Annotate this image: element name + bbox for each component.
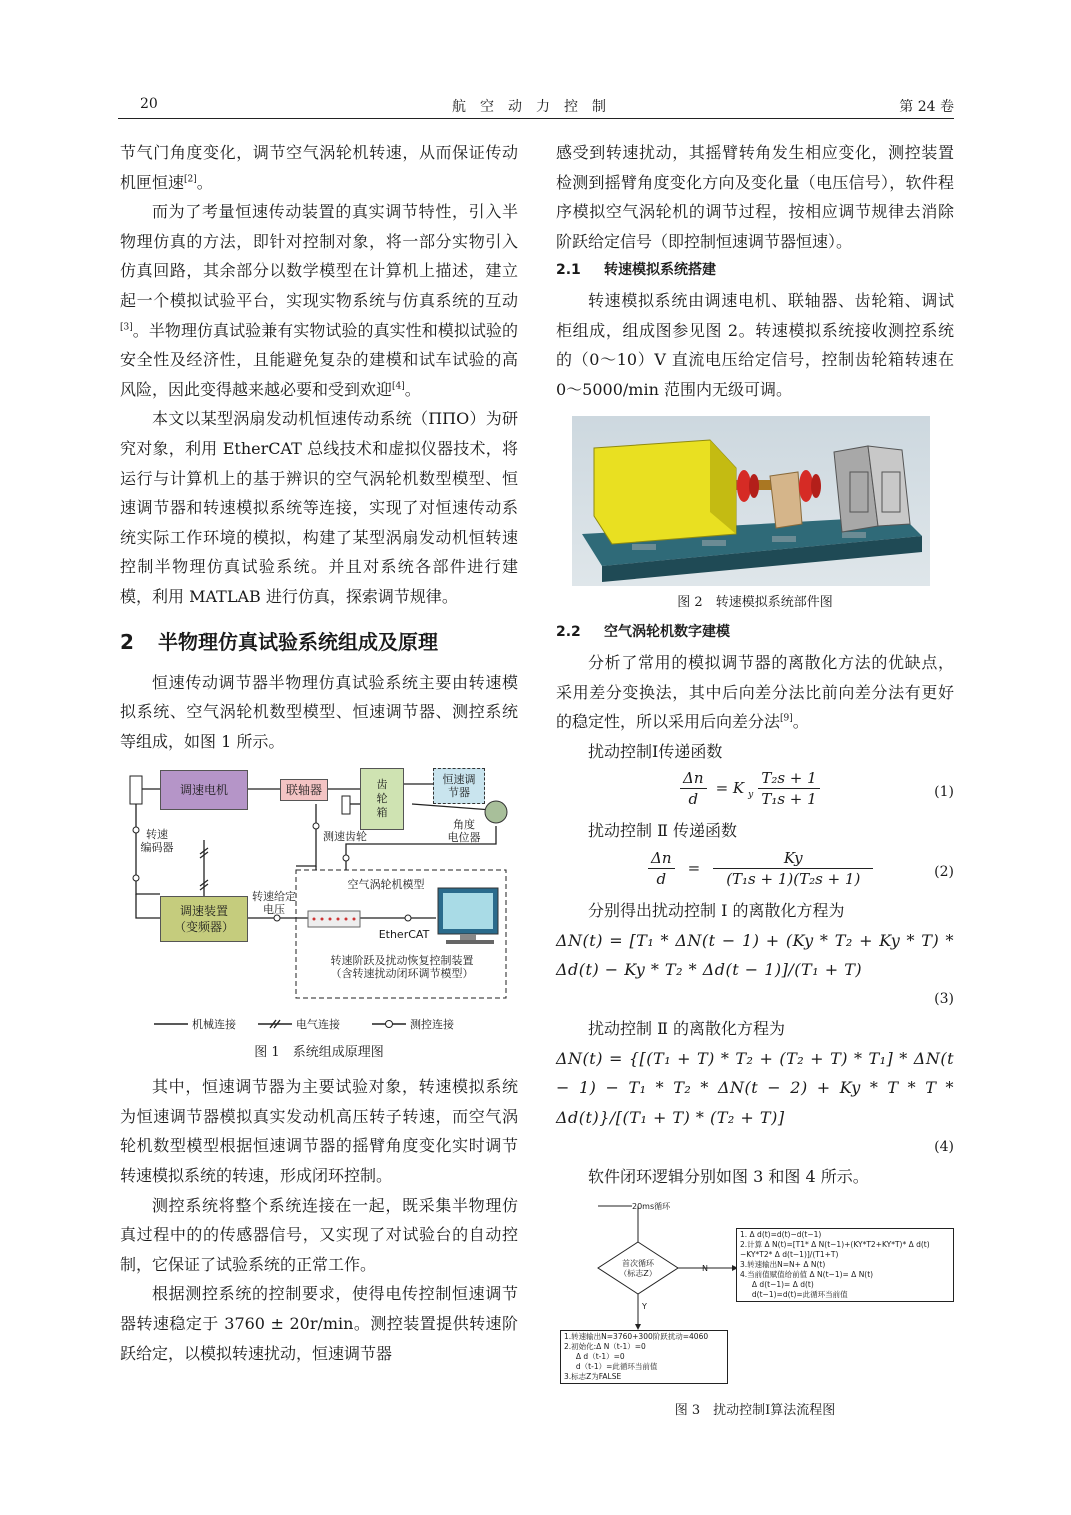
equation-label: 扰动控制 Ⅱ 的离散化方程为 — [588, 1019, 786, 1039]
equation-3: ΔN(t) = [T₁ * ΔN(t − 1) + (Ky * T₂ + Ky * T) * Δd(t) − Ky * T₂ * Δd(t − 1)]/(T₁ + T) — [556, 930, 954, 980]
equation-number: (3) — [934, 990, 954, 1007]
paragraph: 其中，恒速调节器为主要试验对象，转速模拟系统为恒速调节器模拟真实发动机高压转子转速，而空气涡轮机数型模型根据恒速调节器的摇臂角度变化实时调节转速模拟系统的转速，形成闭环控制。 — [120, 1077, 518, 1186]
gear-label: 测速齿轮 — [323, 830, 367, 844]
page-header — [118, 96, 954, 119]
figure-3-flowchart — [556, 1200, 954, 1428]
drive-box: 调速装置 （变频器） — [160, 896, 248, 942]
equation-number: (2) — [934, 863, 954, 880]
legend-mechanical: 机械连接 — [192, 1018, 236, 1032]
equation-number: (4) — [934, 1138, 954, 1155]
paragraph: 节气门角度变化，调节空气涡轮机转速，从而保证传动机匣恒速[2]。 — [120, 143, 518, 192]
section-heading: 2 半物理仿真试验系统组成及原理 — [120, 629, 438, 654]
equation-1: $\frac{\Delta n}{d}$ = K $_y$ $\frac{\text{T₂s + 1}}{\text{T₁s + 1}}$ (1) — [556, 766, 954, 816]
figure-2-caption: 图 2 转速模拟系统部件图 — [677, 595, 833, 611]
control-device-label: 转速阶跃及扰动恢复控制装置 （含转速扰动闭环调节模型） — [330, 954, 474, 981]
equation-label: 分别得出扰动控制 Ⅰ 的离散化方程为 — [588, 900, 845, 920]
y-branch-box: 1.转速输出N=3760+300阶跃扰动=4060 2.初始化:Δ N（t-1）=0 Δ d（t-1）=0 d（t-1）=此循环当前值 3.标志Z为FALSE — [560, 1330, 728, 1384]
legend-measurement: 测控连接 — [410, 1018, 454, 1032]
setspeed-label: 转速给定 电压 — [252, 890, 296, 917]
figure-1-diagram — [120, 768, 518, 1068]
turbine-model-label: 空气涡轮机模型 — [347, 878, 425, 892]
decision-label: 首次循环 （标志Z） — [619, 1258, 657, 1278]
paragraph: 转速模拟系统由调速电机、联轴器、齿轮箱、调试柜组成，组成图参见图 2。转速模拟系统接收测控系统的（0～10）V 直流电压给定信号，控制齿轮箱转速在 0～5000/min 范围内无级可调。 — [556, 290, 954, 399]
gearbox-box: 齿 轮 箱 — [360, 768, 404, 830]
right-column — [556, 138, 954, 1432]
loop-label: 20ms循环 — [632, 1201, 671, 1211]
subsection-heading: 2.2 空气涡轮机数字建模 — [556, 624, 730, 641]
motor-box: 调速电机 — [160, 770, 248, 810]
volume-label: 第 24 卷 — [899, 99, 954, 115]
paragraph: 软件闭环逻辑分别如图 3 和图 4 所示。 — [588, 1167, 869, 1187]
encoder-label: 转速 编码器 — [140, 828, 174, 855]
equation-4: ΔN(t) = {[(T₁ + T) * T₂ + (T₂ + T) * T₁] * ΔN(t − 1) − T₁ * T₂ * ΔN(t − 2) + Ky * T * T * Δd(t)}/[(T₁ + T) * (T₂ + T)] — [556, 1048, 954, 1128]
n-branch-box: 1. Δ d(t)=d(t)−d(t−1) 2.计算 Δ N(t)=[T1* Δ N(t−1)+(KY*T2+KY*T)* Δ d(t)−KY*T2* Δ d(t−1)]/(T1+T) 3.转速输出N=N+ Δ N(t) 4.当前值赋值给前值 Δ N(t−1)= Δ N(t) Δ d(t−1)= Δ d(t) d(t−1)=d(t)=此循环当前值 — [736, 1228, 954, 1302]
paragraph: 本文以某型涡扇发动机恒速传动系统（ППО）为研究对象，利用 EtherCAT 总线技术和虚拟仪器技术，将运行与计算机上的基于辨识的空气涡轮机数型模型、恒速调节器和转速模拟系统等连接，实现了对恒速传动系统实际工作环境的模拟，构建了某型涡扇发动机恒转速控制半物理仿真试验系统。并且对系统各部件进行建模，利用 MATLAB 进行仿真，探索调节规律。 — [120, 409, 518, 606]
figure-3-caption: 图 3 扰动控制Ⅰ算法流程图 — [674, 1402, 836, 1418]
left-column — [120, 138, 518, 1368]
paragraph: 恒速传动调节器半物理仿真试验系统主要由转速模拟系统、空气涡轮机数型模型、恒速调节器、测控系统等组成，如图 1 所示。 — [120, 672, 518, 751]
subsection-heading: 2.1 转速模拟系统搭建 — [556, 262, 716, 279]
figure-2-image — [572, 416, 930, 586]
coupling-box: 联轴器 — [280, 779, 328, 801]
paragraph: 感受到转速扰动，其摇臂转角发生相应变化，测控装置检测到摇臂角度变化方向及变化量（电压信号），软件程序模拟空气涡轮机的调节过程，按相应调节规律去消除阶跃给定信号（即控制恒速调节器恒速）。 — [556, 143, 954, 251]
page-number: 20 — [140, 96, 158, 112]
paragraph: 分析了常用的模拟调节器的离散化方法的优缺点，采用差分变换法，其中后向差分法比前向差分法有更好的稳定性，所以采用后向差分法[9]。 — [556, 652, 954, 732]
figure-1-caption: 图 1 系统组成原理图 — [254, 1045, 384, 1061]
potentiometer-label: 角度 电位器 — [447, 818, 481, 845]
paragraph: 而为了考量恒速传动装置的真实调节特性，引入半物理仿真的方法，即针对控制对象，将一部分实物引入仿真回路，其余部分以数学模型在计算机上描述，建立起一个模拟试验平台，实现实物系统与仿真系统的互动[3]。半物理仿真试验兼有实物试验的真实性和模拟试验的安全性及经济性，且能避免复杂的建模和试车试验的高风险，因此变得越来越必要和受到欢迎[4]。 — [120, 202, 518, 399]
equation-number: (1) — [934, 784, 954, 801]
regulator-box: 恒速调 节器 — [433, 768, 485, 804]
equation-2: $\frac{\Delta n}{d}$ = $\frac{Ky}{\text{(T₁s + 1)(T₂s + 1)}}$ (2) — [556, 846, 954, 896]
ethercat-label: EtherCAT — [378, 928, 430, 942]
branch-y-label: Y — [642, 1301, 647, 1311]
equation-label: 扰动控制 Ⅱ 传递函数 — [588, 821, 738, 841]
journal-title: 航空动力控制 — [452, 99, 620, 115]
legend-electrical: 电气连接 — [296, 1018, 340, 1032]
equation-label: 扰动控制Ⅰ传递函数 — [588, 741, 723, 761]
branch-n-label: N — [702, 1263, 708, 1273]
paragraph: 测控系统将整个系统连接在一起，既采集半物理仿真过程中的的传感器信号，又实现了对试验台的自动控制，它保证了试验系统的正常工作。 — [120, 1195, 518, 1274]
paragraph: 根据测控系统的控制要求，使得电传控制恒速调节器转速稳定于 3760 ± 20r/min。测控装置提供转速阶跃给定，以模拟转速扰动，恒速调节器 — [120, 1284, 518, 1363]
